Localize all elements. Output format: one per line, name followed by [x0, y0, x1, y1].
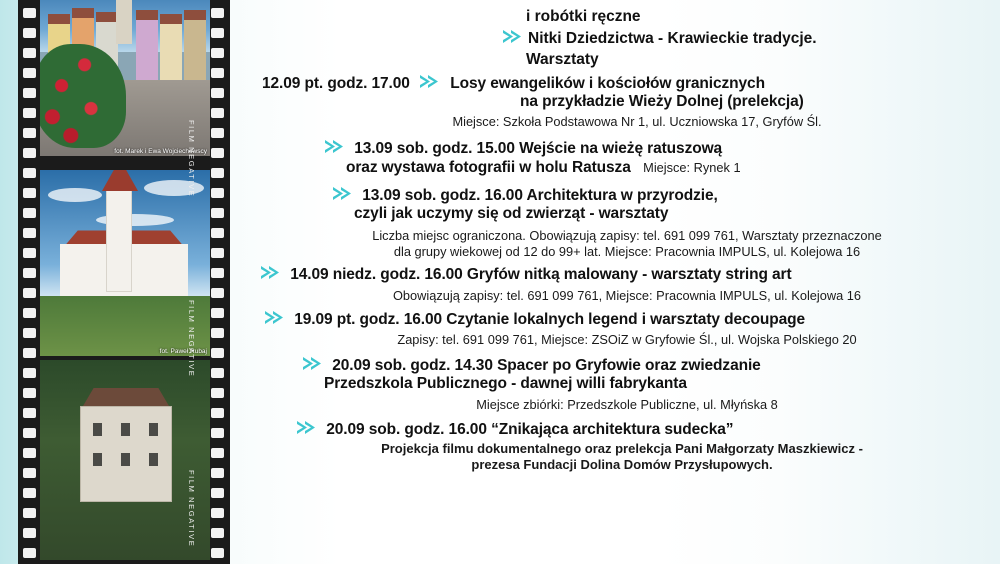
film-sprocket-hole: [23, 488, 36, 498]
film-sprocket-hole: [211, 88, 224, 98]
event-headline: [254, 186, 990, 205]
program-event: [254, 139, 990, 177]
film-sprocket-hole: [23, 88, 36, 98]
film-sprocket-hole: [23, 108, 36, 118]
film-sprocket-hole: [211, 348, 224, 358]
manor-photo: [40, 360, 210, 560]
double-chevron-right-icon: [260, 265, 282, 280]
house: [136, 20, 158, 80]
event-headline: [254, 356, 990, 375]
event-date: 20.09 sob. godz. 16.00: [326, 420, 487, 438]
church-photo: [40, 170, 210, 356]
event-title-line-1: Spacer po Gryfowie oraz zwiedzanie: [497, 357, 761, 375]
event-date: 14.09 niedz. godz. 16.00: [290, 266, 463, 284]
film-sprocket-hole: [211, 428, 224, 438]
window: [149, 453, 158, 466]
event-details: dla grupy wiekowej od 12 do 99+ lat. Miejsce: Pracownia IMPULS, ul. Kolejowa 16: [393, 243, 861, 259]
film-sprocket-hole: [211, 28, 224, 38]
clipped-line: [254, 0, 990, 8]
film-sprocket-hole: [23, 268, 36, 278]
film-sprocket-hole: [211, 248, 224, 258]
house: [184, 20, 206, 80]
film-sprocket-hole: [23, 348, 36, 358]
event-headline: [254, 139, 990, 158]
program-top-partial: [254, 0, 990, 69]
event-title-line-2: Przedszkola Publicznego - dawnej willi fabrykanta: [324, 375, 687, 393]
film-sprocket-hole: [211, 108, 224, 118]
top-line-2: Nitki Dziedzictwa - Krawieckie tradycje.: [528, 30, 817, 48]
event-headline: [254, 420, 990, 439]
film-sprocket-hole: [23, 448, 36, 458]
town-square-photo: [40, 0, 210, 156]
window: [93, 423, 102, 436]
top-line-3: Warsztaty: [526, 50, 599, 68]
house: [160, 24, 182, 80]
event-details: Obowiązują zapisy: tel. 691 099 761, Miejsce: Pracownia IMPULS, ul. Kolejowa 16: [392, 287, 862, 303]
event-date: 13.09 sob. godz. 16.00: [362, 186, 523, 204]
window: [149, 423, 158, 436]
film-sprocket-hole: [23, 128, 36, 138]
film-sprocket-hole: [23, 508, 36, 518]
event-details: prezesa Fundacji Dolina Domów Przysłupowych.: [471, 457, 773, 473]
photo-caption: fot. Paweł Rubaj: [159, 348, 207, 355]
film-sprocket-hole: [23, 68, 36, 78]
event-title-row-2: [254, 159, 990, 177]
double-chevron-right-icon: [332, 186, 354, 201]
event-place-inline: Miejsce: Rynek 1: [643, 159, 741, 175]
photo-caption: fot. Marek i Ewa Wojciechowscy: [114, 148, 207, 155]
cloud: [48, 188, 102, 202]
event-headline: [254, 265, 990, 284]
church-tower: [106, 188, 132, 292]
event-title-line-1: Gryfów nitką malowany - warsztaty string art: [466, 266, 792, 284]
event-date: 12.09 pt. godz. 17.00: [262, 74, 410, 92]
film-sprocket-hole: [211, 508, 224, 518]
double-chevron-right-icon: [264, 310, 286, 325]
film-sprocket-hole: [211, 448, 224, 458]
event-title-line-1: Losy ewangelików i kościołów granicznych: [450, 74, 765, 92]
film-sprocket-hole: [211, 48, 224, 58]
film-sprocket-hole: [211, 488, 224, 498]
event-title-line-1: Czytanie lokalnych legend i warsztaty decoupage: [446, 310, 806, 328]
film-sprocket-hole: [23, 328, 36, 338]
film-sprocket-hole: [211, 368, 224, 378]
film-sprocket-hole: [211, 268, 224, 278]
event-details: Miejsce zbiórki: Przedszkole Publiczne, ul. Młyńska 8: [476, 396, 778, 412]
program-event: [254, 310, 990, 348]
film-sprocket-hole: [211, 408, 224, 418]
double-chevron-right-icon: [324, 139, 346, 154]
film-sprocket-hole: [211, 8, 224, 18]
event-title-line-2: czyli jak uczymy się od zwierząt - warsztaty: [354, 205, 669, 223]
film-sprocket-hole: [23, 28, 36, 38]
film-sprocket-hole: [23, 248, 36, 258]
film-sprocket-hole: [23, 48, 36, 58]
film-sprocket-hole: [211, 228, 224, 238]
film-sprocket-hole: [23, 408, 36, 418]
film-sprocket-hole: [23, 208, 36, 218]
film-sprocket-hole: [23, 468, 36, 478]
program-event: [254, 356, 990, 413]
double-chevron-right-icon: [296, 420, 318, 435]
manor-building: [80, 406, 172, 502]
event-details: Miejsce: Szkoła Podstawowa Nr 1, ul. Uczniowska 17, Gryfów Śl.: [452, 114, 822, 130]
program-list: [248, 0, 1000, 564]
film-negative-label: FILM NEGATIVE: [187, 470, 196, 548]
event-date: 20.09 sob. godz. 14.30: [332, 357, 493, 375]
film-sprocket-hole: [211, 208, 224, 218]
film-sprocket-hole: [211, 308, 224, 318]
film-sprocket-hole: [23, 168, 36, 178]
film-sprocket-hole: [211, 128, 224, 138]
film-sprocket-hole: [211, 168, 224, 178]
flower-bush: [40, 44, 126, 148]
program-event: [254, 74, 990, 131]
event-details: Projekcja filmu dokumentalnego oraz prelekcja Pani Małgorzaty Maszkiewicz -: [381, 440, 863, 456]
double-chevron-right-icon: [419, 74, 441, 89]
film-sprocket-hole: [23, 288, 36, 298]
film-negative-label: FILM NEGATIVE: [187, 300, 196, 378]
film-sprocket-hole: [23, 428, 36, 438]
film-strip: [18, 0, 230, 564]
sprocket-column-right: [210, 0, 226, 564]
top-line-1: i robótki ręczne: [526, 8, 641, 25]
double-chevron-right-icon: [502, 29, 524, 44]
film-sprocket-hole: [23, 228, 36, 238]
film-sprocket-hole: [23, 368, 36, 378]
event-date: 13.09 sob. godz. 15.00: [354, 140, 515, 158]
window: [93, 453, 102, 466]
double-chevron-right-icon: [302, 356, 324, 371]
film-sprocket-hole: [23, 188, 36, 198]
event-details: Liczba miejsc ograniczona. Obowiązują zapisy: tel. 691 099 761, Warsztaty przeznaczone: [372, 227, 882, 243]
film-sprocket-hole: [211, 468, 224, 478]
film-sprocket-hole: [23, 8, 36, 18]
film-sprocket-hole: [211, 68, 224, 78]
film-sprocket-hole: [23, 528, 36, 538]
tower: [116, 0, 132, 44]
event-title-line-1: Wejście na wieżę ratuszową: [519, 140, 723, 158]
program-event: [254, 265, 990, 303]
film-strip-column: [0, 0, 248, 564]
film-sprocket-hole: [211, 548, 224, 558]
window: [121, 453, 130, 466]
film-sprocket-hole: [211, 388, 224, 398]
event-headline: [254, 74, 990, 93]
event-title-line-2: na przykładzie Wieży Dolnej (prelekcja): [520, 93, 804, 111]
top-row-2: [254, 29, 990, 48]
film-negative-label: FILM NEGATIVE: [187, 120, 196, 198]
film-sprocket-hole: [211, 528, 224, 538]
film-sprocket-hole: [23, 548, 36, 558]
event-details: Zapisy: tel. 691 099 761, Miejsce: ZSOiZ w Gryfowie Śl., ul. Wojska Polskiego 20: [397, 332, 857, 348]
event-title-line-1: “Znikająca architektura sudecka”: [491, 420, 734, 438]
film-sprocket-hole: [23, 388, 36, 398]
film-sprocket-hole: [211, 328, 224, 338]
event-title-line-1: Architektura w przyrodzie,: [526, 186, 718, 204]
program-event: [254, 186, 990, 260]
event-date: 19.09 pt. godz. 16.00: [294, 310, 443, 328]
program-event: [254, 420, 990, 474]
film-sprocket-hole: [23, 308, 36, 318]
film-sprocket-hole: [211, 188, 224, 198]
sprocket-column-left: [22, 0, 38, 564]
window: [121, 423, 130, 436]
film-sprocket-hole: [211, 288, 224, 298]
film-sprocket-hole: [211, 148, 224, 158]
film-sprocket-hole: [23, 148, 36, 158]
event-headline: [254, 310, 990, 329]
event-title-line-2: oraz wystawa fotografii w holu Ratusza: [346, 158, 631, 176]
